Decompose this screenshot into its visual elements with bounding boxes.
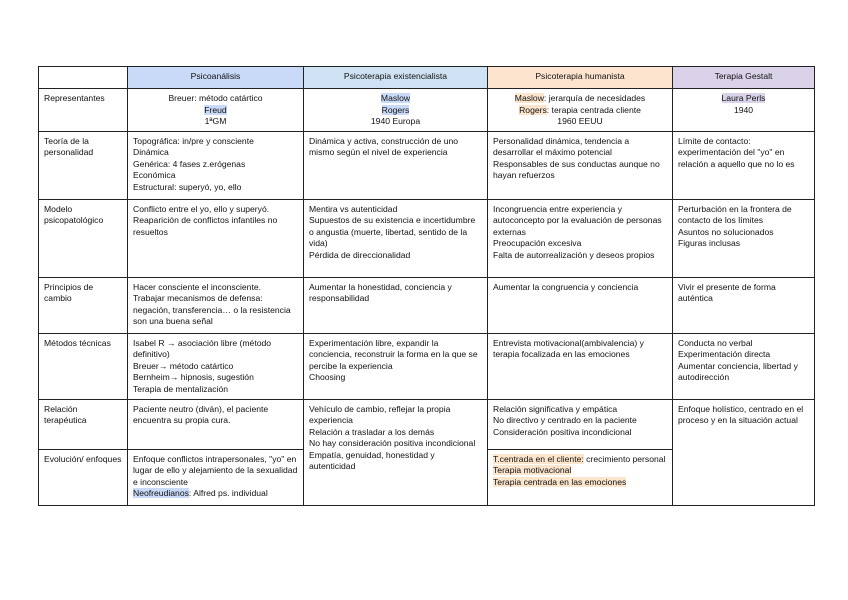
cell-text: 1940 (733, 104, 754, 115)
cell-existencialista (304, 399, 488, 505)
cell-text: 1ªGM (204, 116, 227, 126)
cell-text: Supuestos de su existencia e incertidumbre o angustia (muerte, libertad, sentido de la vida) (309, 215, 476, 248)
cell-humanista: Entrevista motivacional(ambivalencia) y terapia focalizada en las emociones (488, 333, 673, 399)
row-label: Relación terapéutica (39, 399, 128, 449)
cell-text: Preocupación excesiva (493, 238, 582, 248)
cell-text: Experimentación libre, expandir la conciencia, reconstruir la forma en la que se percibe la experiencia (309, 337, 478, 371)
row-modelo (39, 199, 815, 277)
cell-humanista (488, 199, 673, 277)
cell-existencialista (304, 333, 488, 399)
cell-text: Incongruencia entre experiencia y autoconcepto por la evaluación de personas externas (493, 203, 662, 237)
highlight-text: Rogers (381, 104, 410, 115)
cell-text: Vehículo de cambio, reflejar la propia experiencia (309, 403, 451, 425)
cell-psicoanalisis (128, 131, 304, 199)
cell-text: Relación significativa y empática (493, 403, 618, 414)
cell-psicoanalisis (128, 449, 304, 505)
cell-text: Reaparición de conflictos infantiles no resueltos (133, 215, 278, 237)
cell-text: Mentira vs autenticidad (309, 203, 398, 214)
row-label: Principios de cambio (39, 277, 128, 333)
highlight-text: Maslow (514, 93, 544, 103)
cell-text: Conflicto entre el yo, ello y superyó. (133, 203, 270, 214)
header-humanista: Psicoterapia humanista (488, 67, 673, 89)
cell-text: No directivo y centrado en la paciente (493, 415, 637, 425)
cell-psicoanalisis: Paciente neutro (diván), el paciente encuentra su propia cura. (128, 399, 304, 449)
row-label: Representantes (39, 89, 128, 132)
cell-existencialista (304, 199, 488, 277)
cell-text: : jerarquía de necesidades (543, 93, 646, 103)
row-principios (39, 277, 815, 333)
cell-psicoanalisis (128, 277, 304, 333)
highlight-text: Terapia centrada en las emociones (493, 476, 627, 487)
row-label: Métodos técnicas (39, 333, 128, 399)
row-representantes (39, 89, 815, 132)
cell-text: Choosing (309, 372, 346, 382)
row-label: Evolución/ enfoques (39, 449, 128, 505)
highlight-text: Rogers (519, 104, 547, 115)
cell-text: Empatía, genuidad, honestidad y autenticidad (309, 449, 435, 471)
cell-text: Aumentar conciencia, libertad y autodirección (678, 360, 798, 382)
cell-text: 1940 Europa (370, 116, 421, 126)
cell-psicoanalisis (128, 89, 304, 132)
cell-gestalt (673, 333, 815, 399)
cell-humanista: Aumentar la congruencia y conciencia (488, 277, 673, 333)
cell-gestalt (673, 89, 815, 132)
cell-text: Estructural: superyó, yo, ello (133, 181, 242, 192)
cell-text: Breuer→ método catártico (133, 360, 234, 371)
cell-humanista (488, 89, 673, 132)
cell-gestalt: Enfoque holístico, centrado en el proceso y en la situación actual (673, 399, 815, 505)
cell-humanista: Personalidad dinámica, tendencia a desarrollar el máximo potencial Responsables de sus conductas aunque no hayan refuerzos (488, 131, 673, 199)
cell-text: Dinámica (133, 147, 169, 157)
cell-text: Topográfica: in/pre y consciente (133, 135, 254, 146)
highlight-text: T.centrada en el cliente: (493, 453, 584, 464)
header-psicoanalisis: Psicoanálisis (128, 67, 304, 89)
cell-text: Enfoque conflictos intrapersonales, "yo" en lugar de ello y alejamiento de la sexualidad e inconsciente (133, 453, 298, 487)
cell-text: Terapia de mentalización (133, 383, 229, 394)
cell-psicoanalisis (128, 199, 304, 277)
cell-humanista (488, 449, 673, 505)
cell-existencialista (304, 89, 488, 132)
header-existencialista: Psicoterapia existencialista (304, 67, 488, 89)
cell-text: Relación a trasladar a los demás (309, 426, 435, 437)
cell-text: Falta de autorrealización y deseos propios (493, 249, 655, 260)
header-row (39, 67, 815, 89)
cell-text: Genérica: 4 fases z.erógenas (133, 158, 246, 169)
cell-text: Hacer consciente el inconsciente. (133, 281, 262, 292)
row-label: Teoría de la personalidad (39, 131, 128, 199)
cell-text: Económica (133, 170, 176, 180)
highlight-text: Laura Perls (721, 93, 766, 103)
cell-existencialista: Dinámica y activa, construcción de uno mismo según el nivel de experiencia (304, 131, 488, 199)
row-label: Modelo psicopatológico (39, 199, 128, 277)
cell-text: Pérdida de direccionalidad (309, 249, 411, 260)
cell-text: Bernheim→ hipnosis, sugestión (133, 372, 254, 382)
cell-gestalt: Límite de contacto: experimentación del "yo" en relación a aquello que no lo es (673, 131, 815, 199)
cell-text: Conducta no verbal (678, 337, 753, 348)
cell-text: No hay consideración positiva incondicional (309, 438, 476, 448)
highlight-text: Maslow (380, 93, 411, 103)
highlight-text: Neofreudianos (133, 488, 189, 498)
row-metodos (39, 333, 815, 399)
header-empty (39, 67, 128, 89)
cell-text: : Alfred ps. individual (188, 488, 268, 498)
cell-text: : terapia centrada cliente (546, 104, 641, 115)
cell-text: Asuntos no solucionados (678, 226, 774, 237)
cell-text: 1960 EEUU (557, 116, 603, 126)
cell-text: Figuras inclusas (678, 238, 741, 248)
cell-humanista (488, 399, 673, 449)
cell-gestalt (673, 199, 815, 277)
header-gestalt: Terapia Gestalt (673, 67, 815, 89)
cell-text: crecimiento personal (583, 453, 666, 464)
row-teoria (39, 131, 815, 199)
highlight-text: Freud (204, 104, 227, 115)
cell-psicoanalisis (128, 333, 304, 399)
cell-text: Consideración positiva incondicional (493, 426, 632, 437)
cell-text: Isabel R → asociación libre (método definitivo) (133, 337, 272, 359)
cell-gestalt: Vivir el presente de forma auténtica (673, 277, 815, 333)
cell-text: Perturbación en la frontera de contacto de los límites (678, 203, 792, 225)
highlight-text: Terapia motivacional (493, 465, 572, 475)
cell-text: Trabajar mecanismos de defensa: negación, transferencia… o la resistencia son una buena señal (133, 293, 291, 326)
cell-existencialista: Aumentar la honestidad, conciencia y responsabilidad (304, 277, 488, 333)
cell-text: Experimentación directa (678, 349, 771, 359)
cell-text: Breuer: método catártico (168, 93, 263, 103)
comparison-table (38, 66, 815, 506)
row-relacion (39, 399, 815, 449)
